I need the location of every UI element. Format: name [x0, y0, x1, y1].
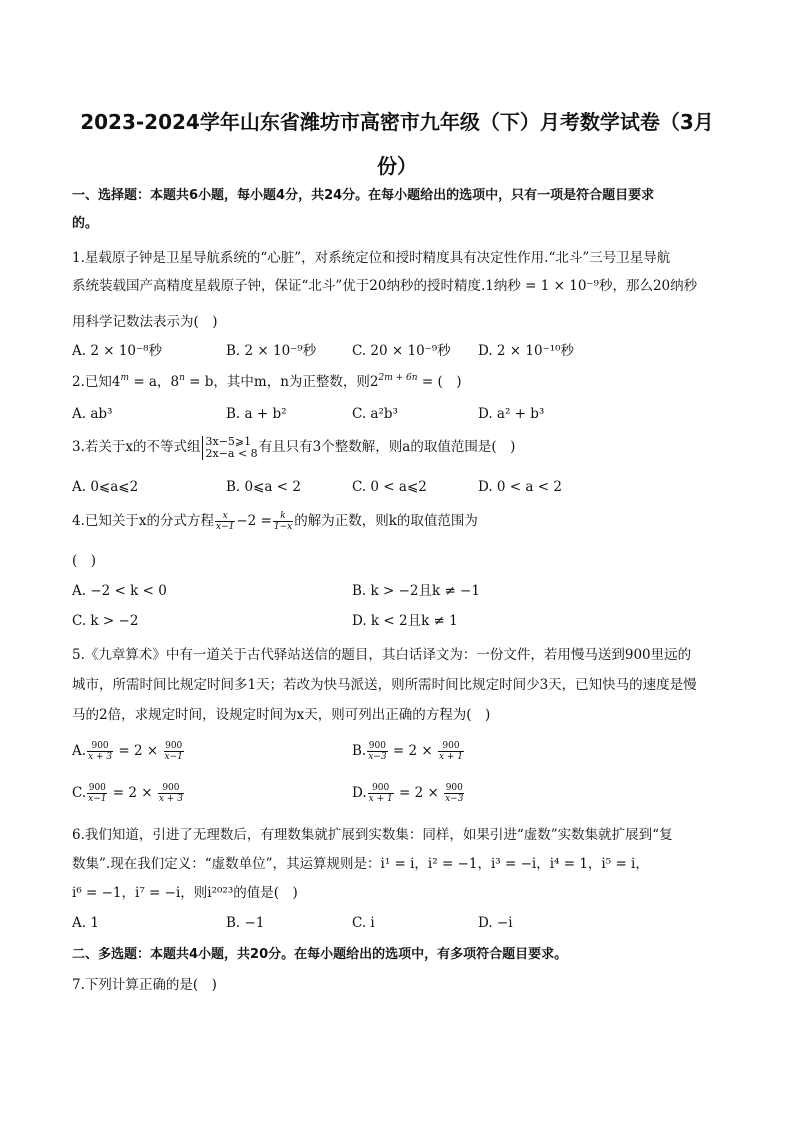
section-2-heading: 二、多选题：本题共4小题，共20分。在每小题给出的选项中，有多项符合题目要求。 — [72, 947, 568, 962]
q1-stem-line-3: 用科学记数法表示为( ) — [72, 314, 218, 330]
q4-stem-line-2: ( ) — [72, 553, 97, 569]
q3-option-c: C. 0 < a⩽2 — [352, 479, 427, 495]
q6-stem-line-3: i⁶ = −1，i⁷ = −i，则i²⁰²³的值是( ) — [72, 885, 298, 901]
q4-option-c: C. k > −2 — [72, 613, 139, 629]
q4-option-a: A. −2 < k < 0 — [72, 583, 167, 599]
q3-stem: 3.若关于x的不等式组 3x−5⩾1 2x−a < 8 有且只有3个整数解，则a的取值范围是( ) — [72, 434, 516, 460]
section-1-heading-cont: 的。 — [72, 216, 99, 231]
q2-option-a: A. ab³ — [72, 406, 113, 422]
q6-option-d: D. −i — [478, 915, 513, 931]
q3-inequality-system: 3x−5⩾1 2x−a < 8 — [202, 436, 258, 460]
q2-option-b: B. a + b² — [226, 406, 287, 422]
q1-stem-line-1: 1.星载原子钟是卫星导航系统的“心脏”，对系统定位和授时精度具有决定性作用.“北斗”三号卫星导航 — [72, 250, 671, 266]
q6-option-b: B. −1 — [226, 915, 265, 931]
q6-stem-line-2: 数集”.现在我们定义：“虚数单位”，其运算规则是：i¹ = i，i² = −1，i³ = −i，i⁴ = 1，i⁵ = i， — [72, 856, 649, 872]
q1-option-c: C. 20 × 10⁻⁹秒 — [352, 343, 451, 359]
q5-option-b: B. $\frac{900}{x-3}$ = 2 × $\frac{900}{x + 1}$ — [352, 741, 464, 762]
title-line-2: 份） — [377, 154, 417, 178]
q7-stem: 7.下列计算正确的是( ) — [72, 977, 217, 993]
q3-option-d: D. 0 < a < 2 — [478, 479, 562, 495]
title-line-1: 2023-2024学年山东省潍坊市高密市九年级（下）月考数学试卷（3月 — [80, 110, 714, 134]
q1-option-d: D. 2 × 10⁻¹⁰秒 — [478, 343, 575, 359]
q4-stem: 4.已知关于x的分式方程 $\frac{x}{x-1}$ −2 = $\frac{k}{1-x}$ 的解为正数，则k的取值范围为 — [72, 511, 478, 532]
q3-option-b: B. 0⩽a < 2 — [226, 479, 301, 495]
q5-option-d: D. $\frac{900}{x + 1}$ = 2 × $\frac{900}{x-3}$ — [352, 783, 464, 804]
q2-stem: 2.已知$4^m = a$，$8^n = b$，其中m，n为正整数，则$2^{2m + 6n}$ = ( ) — [72, 373, 462, 390]
q6-stem-line-1: 6.我们知道，引进了无理数后，有理数集就扩展到实数集：同样，如果引进“虚数”实数集就扩展到“复 — [72, 827, 673, 843]
q5-stem-line-1: 5.《九章算术》中有一道关于古代驿站送信的题目，其白话译文为：一份文件，若用慢马送到900里远的 — [72, 647, 692, 663]
q1-option-a: A. 2 × 10⁻⁸秒 — [72, 343, 163, 359]
q4-option-d: D. k < 2且k ≠ 1 — [352, 613, 458, 629]
section-1-heading: 一、选择题：本题共6小题，每小题4分，共24分。在每小题给出的选项中，只有一项是符合题目要求 — [72, 188, 655, 203]
q5-stem-line-3: 马的2倍，求规定时间，设规定时间为x天，则可列出正确的方程为( ) — [72, 707, 491, 723]
q3-option-a: A. 0⩽a⩽2 — [72, 479, 139, 495]
q1-option-b: B. 2 × 10⁻⁹秒 — [226, 343, 317, 359]
q5-option-c: C. $\frac{900}{x-1}$ = 2 × $\frac{900}{x + 3}$ — [72, 783, 183, 804]
page-title — [60, 100, 734, 188]
q2-option-d: D. a² + b³ — [478, 406, 545, 422]
q6-option-c: C. i — [352, 915, 375, 931]
q4-option-b: B. k > −2且k ≠ −1 — [352, 583, 480, 599]
q5-stem-line-2: 城市，所需时间比规定时间多1天；若改为快马派送，则所需时间比规定时间少3天，已知快马的速度是慢 — [72, 677, 697, 693]
q1-stem-line-2: 系统装载国产高精度星载原子钟，保证“北斗”优于20纳秒的授时精度.1纳秒 = 1 × 10⁻⁹秒，那么20纳秒 — [72, 278, 698, 294]
q6-option-a: A. 1 — [72, 915, 99, 931]
q2-option-c: C. a²b³ — [352, 406, 398, 422]
q5-option-a: A. $\frac{900}{x + 3}$ = 2 × $\frac{900}{x-1}$ — [72, 741, 183, 762]
